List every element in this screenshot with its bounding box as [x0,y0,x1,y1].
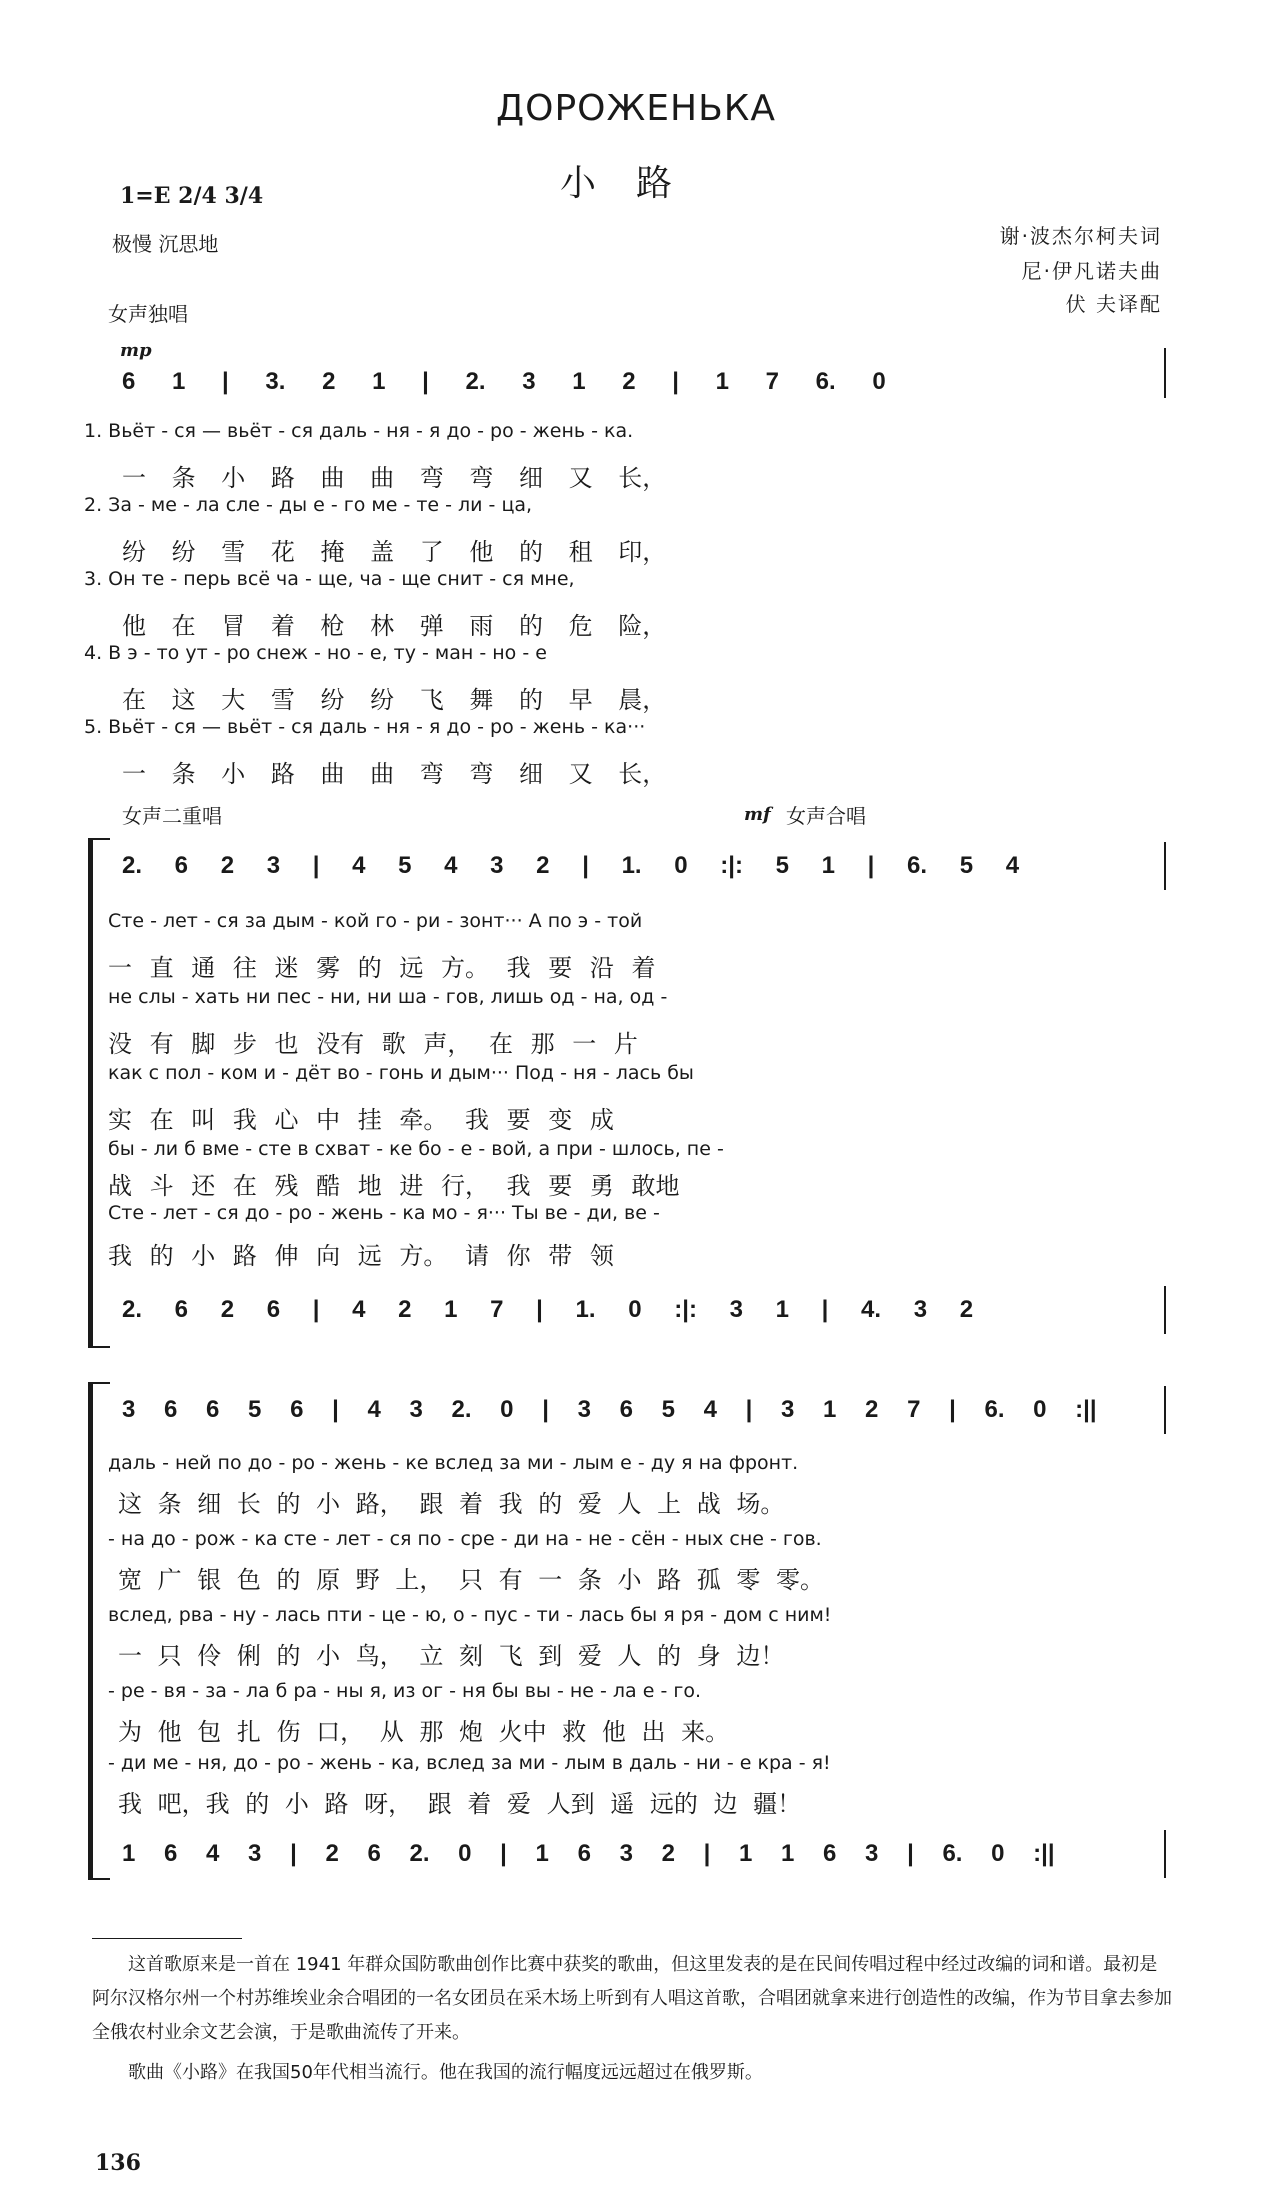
system-bracket-3 [88,1382,93,1880]
dynamic-mp: mp [120,340,152,361]
lyric-line: 战 斗 还 在 残 酷 地 进 行， 我 要 勇 敢地 [108,1172,680,1200]
tempo-marking: 极慢 沉思地 [112,232,219,256]
lyric-line: 3. Он те - перь всё ча - ще, ча - ще снит - ся мне, [84,568,575,590]
lyric-line: 为 他 包 扎 伤 口， 从 那 炮 火中 救 他 出 来。 [118,1718,730,1746]
lyric-line: - на до - рож - ка сте - лет - ся по - сре - ди на - не - сён - ных сне - гов. [108,1528,822,1550]
barline-end-system-2 [1164,842,1166,890]
song-title-russian: ДОРОЖЕНЬКА [496,88,776,129]
lyric-line: вслед, рва - ну - лась пти - це - ю, о - пус - ти - лась бы я ря - дом с ним! [108,1604,832,1626]
page-number: 136 [95,2150,141,2176]
lyric-line: 2. За - ме - ла сле - ды е - го ме - те - ли - ца, [84,494,533,516]
composer-credit: 尼·伊凡诺夫曲 [1021,259,1162,283]
lyricist-credit: 谢·波杰尔柯夫词 [999,224,1162,248]
barline-end-system-3 [1164,1386,1166,1434]
lyric-line: как с пол - ком и - дёт во - гонь и дым··· Под - ня - лась бы [108,1062,694,1084]
key-signature: 1=E 2/4 3/4 [120,183,264,209]
footnote-rule [92,1938,242,1939]
footnote-paragraph: 这首歌原来是一首在 1941 年群众国防歌曲创作比赛中获奖的歌曲，但这里发表的是在民间传唱过程中经过改编的词和谱。最初是阿尔汉格尔州一个村苏维埃业余合唱团的一名女团员在采木场上听到有人唱这首歌，合唱团就拿来进行创造性的改编，作为节目拿去参加全俄农村业余文艺会演，于是歌曲流传了开来。 [92,1954,1172,2043]
bracket-cap [88,1382,110,1384]
lyric-line: 我 的 小 路 伸 向 远 方。 请 你 带 领 [108,1242,614,1270]
lyric-line: не слы - хать ни пес - ни, ни ша - гов, лишь од - на, од - [108,986,668,1008]
lyric-line: 我 吧，我 的 小 路 呀， 跟 着 爱 人到 遥 远的 边 疆！ [118,1790,802,1818]
song-title-chinese: 小路 [559,163,712,204]
footnote-paragraph: 歌曲《小路》在我国50年代相当流行。他在我国的流行幅度远远超过在俄罗斯。 [128,2062,763,2083]
lyric-line: Сте - лет - ся до - ро - жень - ка мо - я··· Ты ве - ди, ве - [108,1202,660,1224]
notes-system-3-top: 3 6 6 5 6 | 4 3 2. 0 | 3 6 5 4 | 3 1 2 7 | 6. 0 :|| [122,1396,1097,1423]
lyric-line: 一 条 小 路 曲 曲 弯 弯 细 又 长， [122,464,667,492]
lyric-line: 一 直 通 往 迷 雾 的 远 方。 我 要 沿 着 [108,954,656,982]
section-label-chorus: 女声合唱 [786,804,866,828]
lyric-line: 在 这 大 雪 纷 纷 飞 舞 的 早 晨， [122,686,667,714]
section-label-solo: 女声独唱 [108,302,188,326]
barline-end-system-3-bottom [1164,1830,1166,1878]
lyric-line: 1. Вьёт - ся — вьёт - ся даль - ня - я до - ро - жень - ка. [84,420,634,442]
notes-system-1: 6 1 | 3. 2 1 | 2. 3 1 2 | 1 7 6. 0 [122,368,886,395]
lyric-line: - ди ме - ня, до - ро - жень - ка, вслед за ми - лым в даль - ни - е кра - я! [108,1752,831,1774]
barline-end-system-2-bottom [1164,1286,1166,1334]
bracket-cap [88,1878,110,1880]
system-bracket-2 [88,838,93,1348]
lyric-line: 没 有 脚 步 也 没有 歌 声， 在 那 一 片 [108,1030,638,1058]
lyric-line: 一 条 小 路 曲 曲 弯 弯 细 又 长， [122,760,667,788]
dynamic-mf: mf [744,804,771,825]
bracket-cap [88,838,110,840]
lyric-line: Сте - лет - ся за дым - кой го - ри - зонт··· А по э - той [108,910,643,932]
lyric-line: 一 只 伶 俐 的 小 鸟， 立 刻 飞 到 爱 人 的 身 边！ [118,1642,785,1670]
lyric-line: 4. В э - то ут - ро снеж - но - е, ту - ман - но - е [84,642,547,664]
notes-system-2-bottom: 2. 6 2 6 | 4 2 1 7 | 1. 0 :|: 3 1 | 4. 3 2 [122,1296,974,1323]
notes-system-3-bottom: 1 6 4 3 | 2 6 2. 0 | 1 6 3 2 | 1 1 6 3 | 6. 0 :|| [122,1840,1055,1867]
barline-end-system-1 [1164,348,1166,398]
lyric-line: - ре - вя - за - ла б ра - ны я, из ог - ня бы вы - не - ла е - го. [108,1680,701,1702]
lyric-line: 宽 广 银 色 的 原 野 上， 只 有 一 条 小 路 孤 零 零。 [118,1566,825,1594]
lyric-line: 这 条 细 长 的 小 路， 跟 着 我 的 爱 人 上 战 场。 [118,1490,785,1518]
lyric-line: 5. Вьёт - ся — вьёт - ся даль - ня - я до - ро - жень - ка··· [84,716,646,738]
lyric-line: даль - ней по до - ро - жень - ке вслед за ми - лым е - ду я на фронт. [108,1452,799,1474]
section-label-duet: 女声二重唱 [122,804,222,828]
lyric-line: 纷 纷 雪 花 掩 盖 了 他 的 租 印， [122,538,667,566]
lyric-line: бы - ли б вме - сте в схват - ке бо - е - вой, а при - шлось, пе - [108,1138,724,1160]
lyric-line: 实 在 叫 我 心 中 挂 牵。 我 要 变 成 [108,1106,614,1134]
bracket-cap [88,1346,110,1348]
lyric-line: 他 在 冒 着 枪 林 弹 雨 的 危 险， [122,612,667,640]
translator-credit: 伏 夫译配 [1065,292,1162,316]
notes-system-2-top: 2. 6 2 3 | 4 5 4 3 2 | 1. 0 :|: 5 1 | 6. 5 4 [122,852,1020,879]
